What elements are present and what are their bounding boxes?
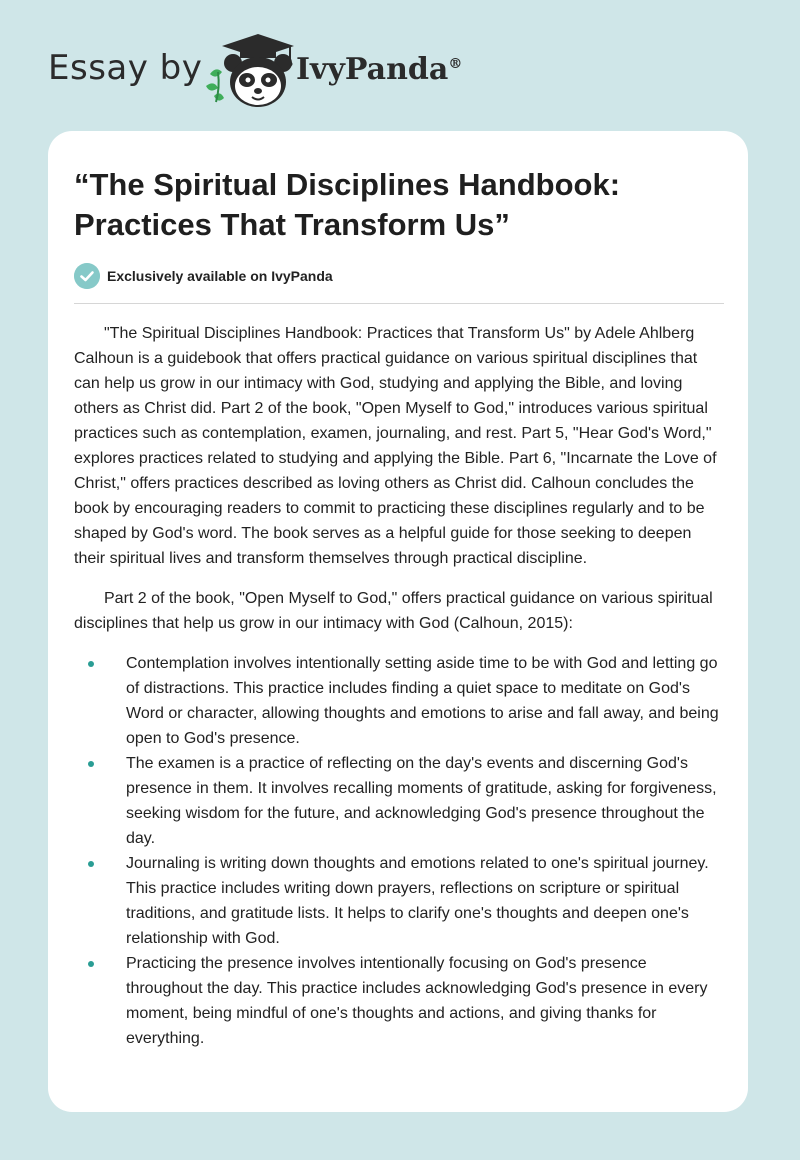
bullet-icon — [88, 961, 94, 967]
list-item-text: The examen is a practice of reflecting on the day's events and discerning God's presence in them. It involves recalling moments of gratitude, asking for forgiveness, seeking wisdom for the future, and acknowledging God's presence throughout the day. — [126, 755, 717, 847]
essay-card — [48, 131, 748, 1112]
bullet-icon — [88, 661, 94, 667]
availability-text: Exclusively available on IvyPanda — [107, 268, 333, 284]
bullet-icon — [88, 861, 94, 867]
list-item — [74, 651, 726, 751]
paragraph: "The Spiritual Disciplines Handbook: Practices that Transform Us" by Adele Ahlberg Calhoun is a guidebook that offers practical guidance on various spiritual disciplines that can help us grow in our intimacy with God, studying and applying the Bible, and loving others as Christ did. Part 2 of the book, "Open Myself to God," introduces various spiritual practices such as contemplation, examen, journaling, and rest. Part 5, "Hear God's Word," explores practices related to studying and applying the Bible. Part 6, "Incarnate the Love of Christ," offers practices described as loving others as Christ did. Calhoun concludes the book by encouraging readers to commit to practicing these disciplines regularly and to be shaped by God's word. The book serves as a helpful guide for those seeking to deepen their spiritual lives and transform themselves through practical discipline. — [74, 325, 717, 567]
availability-badge — [74, 263, 474, 291]
list-item-text: Practicing the presence involves intentionally focusing on God's presence throughout the day. This practice includes acknowledging God's presence in every moment, being mindful of one's thoughts and actions, and giving thanks for everything. — [126, 955, 708, 1047]
bullet-list — [74, 651, 726, 1051]
paragraph: Part 2 of the book, "Open Myself to God," offers practical guidance on various spiritual disciplines that help us grow in our intimacy with God (Calhoun, 2015): — [74, 590, 713, 632]
essay-by-label: Essay by — [48, 48, 203, 88]
list-item — [74, 951, 726, 1051]
registered-mark: ® — [448, 56, 463, 72]
panda-graduate-logo-icon — [200, 30, 300, 110]
divider — [74, 303, 724, 304]
brand-text: IvyPanda — [296, 52, 449, 87]
list-item-text: Contemplation involves intentionally setting aside time to be with God and letting go of distractions. This practice includes finding a quiet space to meditate on God's Word or character, allowing thoughts and emotions to arise and fall away, and being open to God's presence. — [126, 655, 719, 747]
site-header — [48, 30, 508, 110]
check-circle-icon — [74, 263, 100, 289]
essay-body — [74, 321, 726, 1051]
bullet-icon — [88, 761, 94, 767]
list-item — [74, 751, 726, 851]
list-item-text: Journaling is writing down thoughts and emotions related to one's spiritual journey. This practice includes writing down prayers, reflections on scripture or spiritual traditions, and gratitude lists. It helps to clarify one's thoughts and deepen one's relationship with God. — [126, 855, 709, 947]
brand-name — [296, 52, 462, 87]
page-title: “The Spiritual Disciplines Handbook: Practices That Transform Us” — [74, 167, 621, 242]
list-item — [74, 851, 726, 951]
